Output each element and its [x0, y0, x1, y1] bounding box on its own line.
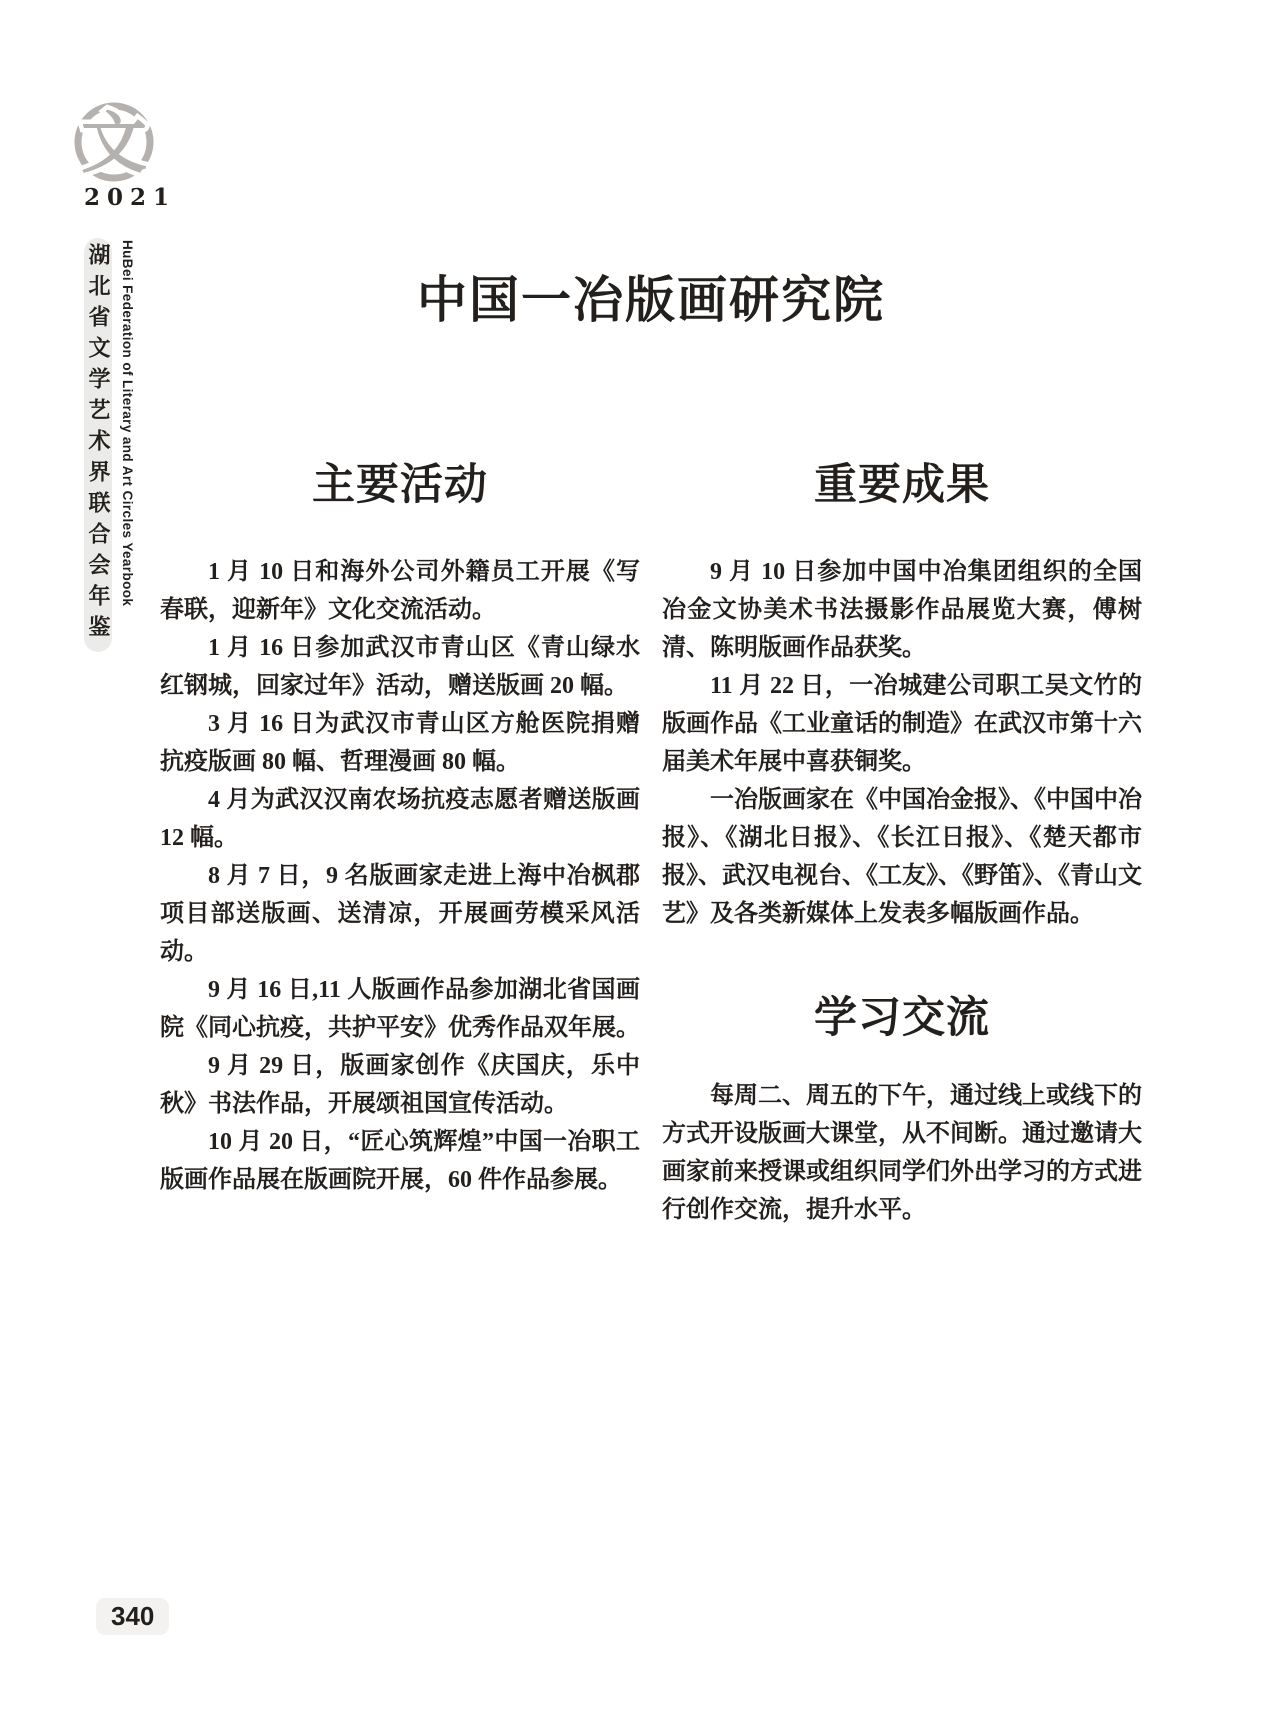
svg-text:文: 文: [81, 108, 147, 181]
paragraph: 9 月 29 日，版画家创作《庆国庆，乐中秋》书法作品，开展颂祖国宣传活动。: [160, 1053, 640, 1117]
column-achievements: [662, 462, 1142, 1229]
section-heading-activities: 主要活动: [312, 461, 488, 509]
cflac-logo: [72, 96, 160, 196]
paragraph: 9 月 10 日参加中国中冶集团组织的全国冶金文协美术书法摄影作品展览大赛，傅树清、陈明版画作品获奖。: [662, 559, 1142, 661]
page-number: 340: [111, 1601, 155, 1631]
section-heading-exchange: 学习交流: [814, 994, 990, 1042]
paragraph: 8 月 7 日，9 名版画家走进上海中冶枫郡项目部送版画、送清凉，开展画劳模采风活动。: [160, 863, 640, 965]
yearbook-year: 2021: [84, 184, 177, 211]
sidebar-vertical-title-en: HuBei Federation of Literary and Art Circles Yearbook: [120, 240, 135, 607]
paragraph: 1 月 16 日参加武汉市青山区《青山绿水红钢城，回家过年》活动，赠送版画 20 幅。: [160, 635, 640, 699]
paragraph: 每周二、周五的下午，通过线上或线下的方式开设版画大课堂，从不间断。通过邀请大画家前来授课或组织同学们外出学习的方式进行创作交流，提升水平。: [662, 1083, 1142, 1223]
cflac-logo-icon: [72, 96, 160, 196]
section-heading-achievements: 重要成果: [814, 461, 990, 509]
paragraph: 1 月 10 日和海外公司外籍员工开展《写春联，迎新年》文化交流活动。: [160, 559, 640, 623]
paragraph: 10 月 20 日，“匠心筑辉煌”中国一冶职工版画作品展在版画院开展，60 件作品参展。: [160, 1129, 640, 1193]
sidebar-vertical-title-cn: 湖北省文学艺术界联合会年鉴: [84, 238, 112, 652]
paragraph: 3 月 16 日为武汉市青山区方舱医院捐赠抗疫版画 80 幅、哲理漫画 80 幅。: [160, 711, 640, 775]
paragraph: 9 月 16 日,11 人版画作品参加湖北省国画院《同心抗疫，共护平安》优秀作品双年展。: [160, 977, 640, 1041]
page-number-badge: [96, 1598, 169, 1635]
column-activities: [160, 462, 640, 1199]
paragraph: 一冶版画家在《中国冶金报》、《中国中冶报》、《湖北日报》、《长江日报》、《楚天都市报》、武汉电视台、《工友》、《野笛》、《青山文艺》及各类新媒体上发表多幅版画作品。: [662, 787, 1142, 927]
paragraph: 11 月 22 日，一冶城建公司职工吴文竹的版画作品《工业童话的制造》在武汉市第十六届美术年展中喜获铜奖。: [662, 673, 1142, 775]
paragraph: 4 月为武汉汉南农场抗疫志愿者赠送版画 12 幅。: [160, 787, 640, 851]
page-title: 中国一冶版画研究院: [417, 271, 885, 328]
